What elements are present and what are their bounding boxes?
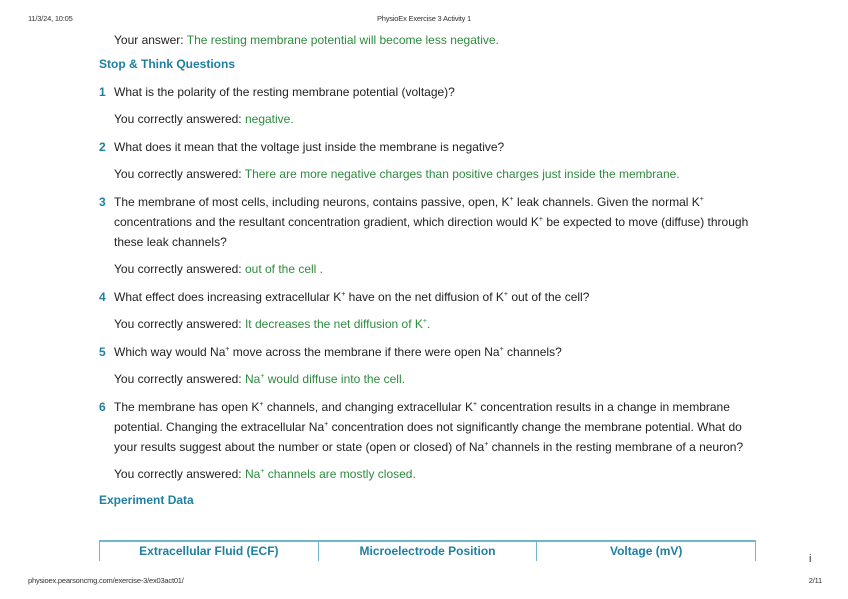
question-text: What does it mean that the voltage just inside the membrane is negative? <box>114 140 505 154</box>
answer-label: You correctly answered: <box>114 372 242 386</box>
question-number: 2 <box>99 140 106 154</box>
question-6 <box>99 397 759 457</box>
question-2 <box>99 137 759 157</box>
print-url: physioex.pearsoncmg.com/exercise-3/ex03act01/ <box>28 576 184 585</box>
question-number: 1 <box>99 85 106 99</box>
question-5 <box>99 342 759 362</box>
question-text: The membrane of most cells, including neurons, contains passive, open, K+ leak channels. Given the normal K+ concentrations and the resultant concentration gradient, which direction would K+ be expected to move (diffuse) through these leak channels? <box>114 195 749 249</box>
column-header-ecf: Extracellular Fluid (ECF) <box>100 542 319 561</box>
section-title-experiment-data: Experiment Data <box>99 493 194 507</box>
column-header-microelectrode-position: Microelectrode Position <box>319 542 538 561</box>
answer-value: Na+ would diffuse into the cell. <box>244 372 405 386</box>
experiment-data-table <box>99 540 756 561</box>
answer-label: You correctly answered: <box>114 167 242 181</box>
answer-label: Your answer: <box>114 33 184 47</box>
answer-1 <box>99 109 759 129</box>
answer-value: It decreases the net diffusion of K+. <box>244 317 431 331</box>
answer-value: Na+ channels are mostly closed. <box>244 467 416 481</box>
question-text: Which way would Na+ move across the membrane if there were open Na+ channels? <box>114 345 562 359</box>
question-number: 4 <box>99 290 106 304</box>
question-3 <box>99 192 759 252</box>
answer-label: You correctly answered: <box>114 112 242 126</box>
answer-label: You correctly answered: <box>114 467 242 481</box>
page-number: 2/11 <box>808 576 822 585</box>
question-number: 6 <box>99 400 106 414</box>
answer-2 <box>99 164 759 184</box>
question-1 <box>99 82 759 102</box>
page-marker: i <box>809 553 812 565</box>
question-number: 5 <box>99 345 106 359</box>
question-text: What is the polarity of the resting membrane potential (voltage)? <box>114 85 455 99</box>
column-header-voltage: Voltage (mV) <box>609 544 683 558</box>
print-datetime: 11/3/24, 10:05 <box>28 14 73 23</box>
question-text: What effect does increasing extracellular K+ have on the net diffusion of K+ out of the cell? <box>114 290 590 304</box>
answer-5 <box>99 369 759 389</box>
answer-3 <box>99 259 759 279</box>
answer-value: The resting membrane potential will become less negative. <box>186 33 499 47</box>
section-title-stop-think: Stop & Think Questions <box>99 57 236 71</box>
answer-6 <box>99 464 759 484</box>
document-body <box>99 30 759 510</box>
answer-label: You correctly answered: <box>114 262 242 276</box>
intro-answer <box>99 30 759 50</box>
answer-value: out of the cell . <box>244 262 324 276</box>
question-text: The membrane has open K+ channels, and changing extracellular K+ concentration results in a change in membrane potential. Changing the extracellular Na+ concentration does not significantly change the membrane potential. What do your results suggest about the number or state (open or closed) of Na+ channels in the resting membrane of a neuron? <box>114 400 744 454</box>
question-4 <box>99 287 759 307</box>
answer-label: You correctly answered: <box>114 317 242 331</box>
question-number: 3 <box>99 195 106 209</box>
answer-value: There are more negative charges than positive charges just inside the membrane. <box>244 167 680 181</box>
answer-value: negative. <box>244 112 294 126</box>
print-title: PhysioEx Exercise 3 Activity 1 <box>376 14 472 23</box>
answer-4 <box>99 314 759 334</box>
